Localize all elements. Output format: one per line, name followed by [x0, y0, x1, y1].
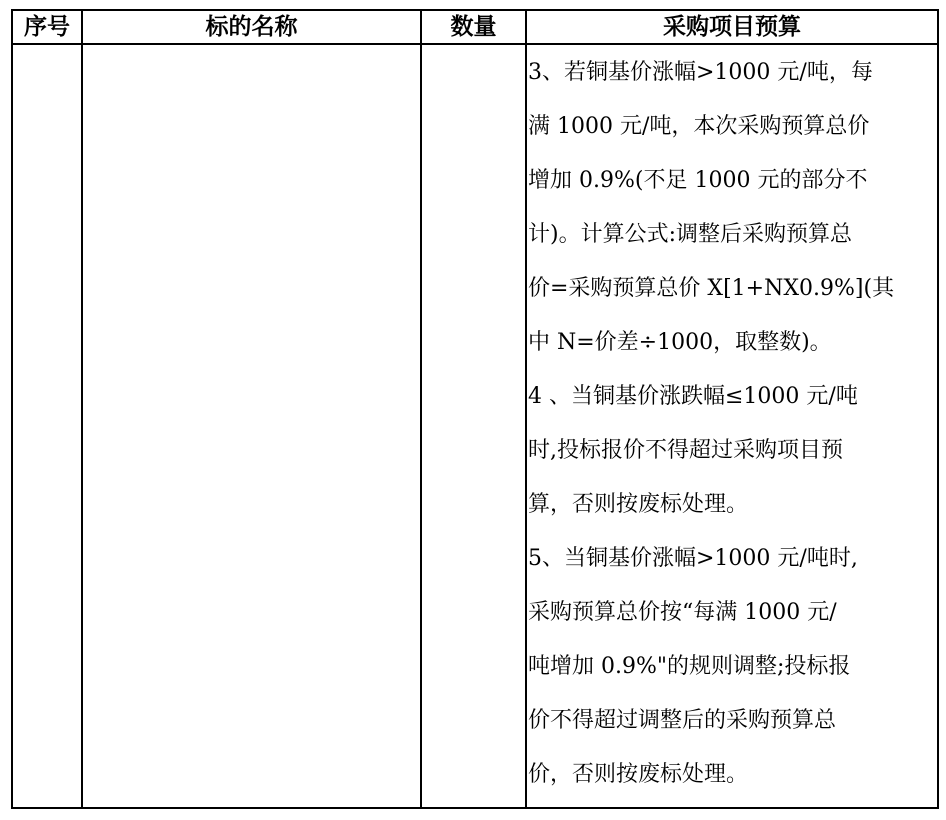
budget-line: 价，否则按废标处理。	[528, 762, 749, 787]
header-item-name: 标的名称	[82, 10, 421, 44]
cell-index	[12, 44, 82, 808]
budget-line: 价=采购预算总价 X[1+NX0.9%](其	[528, 276, 895, 301]
table-row	[12, 44, 938, 808]
budget-line: 算，否则按废标处理。	[528, 492, 749, 517]
budget-line: 中 N=价差÷1000，取整数)。	[528, 330, 832, 355]
budget-line: 采购预算总价按“每满 1000 元/	[528, 600, 837, 625]
budget-line: 5、当铜基价涨幅>1000 元/吨时,	[528, 546, 858, 571]
budget-line: 价不得超过调整后的采购预算总	[528, 708, 837, 733]
cell-item-name	[82, 44, 421, 808]
procurement-table	[11, 9, 939, 809]
header-quantity: 数量	[421, 10, 526, 44]
header-budget: 采购项目预算	[526, 10, 938, 44]
cell-budget	[526, 44, 938, 808]
budget-line: 增加 0.9%(不足 1000 元的部分不	[528, 168, 868, 193]
budget-line: 4 、当铜基价涨跌幅≤1000 元/吨	[528, 384, 858, 409]
budget-text	[527, 45, 937, 802]
budget-line: 满 1000 元/吨，本次采购预算总价	[528, 114, 870, 139]
cell-quantity	[421, 44, 526, 808]
budget-line: 时,投标报价不得超过采购项目预	[528, 438, 843, 463]
budget-line: 3、若铜基价涨幅>1000 元/吨，每	[528, 60, 873, 85]
table-header-row	[12, 10, 938, 44]
budget-line: 计)。计算公式:调整后采购预算总	[528, 222, 852, 247]
budget-line: 吨增加 0.9%"的规则调整;投标报	[528, 654, 851, 679]
header-index: 序号	[12, 10, 82, 44]
